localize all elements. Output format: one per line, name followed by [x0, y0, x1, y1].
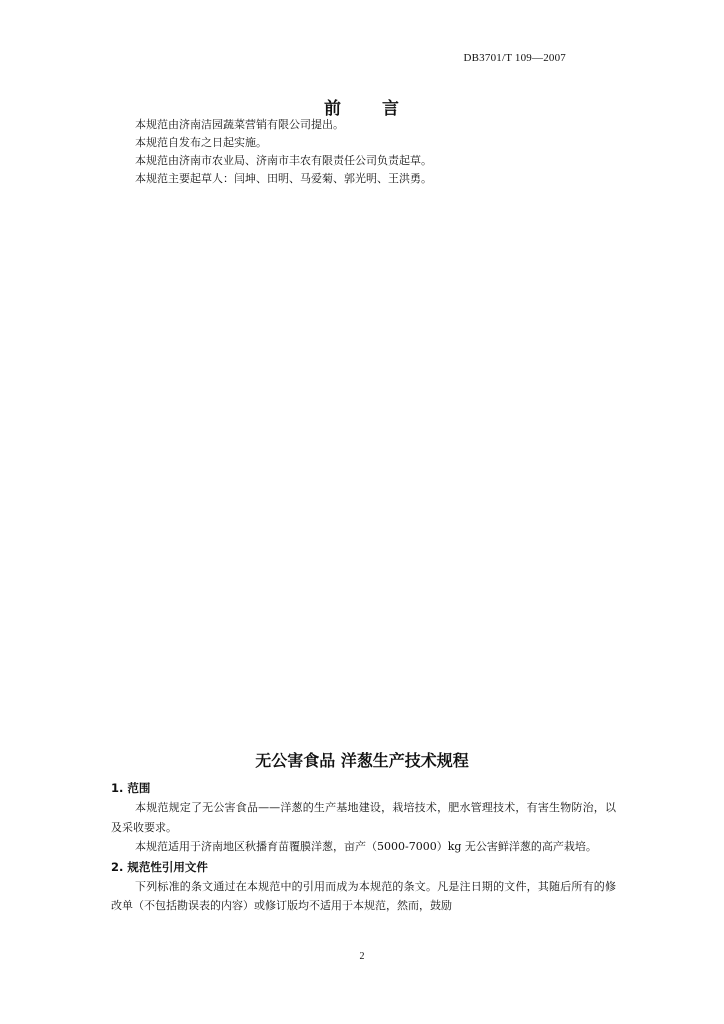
- section-heading: 1. 范围: [111, 781, 151, 795]
- foreword-title-part2: 言: [382, 99, 400, 119]
- page-number: 2: [359, 951, 365, 962]
- section-heading: 2. 规范性引用文件: [111, 859, 208, 874]
- foreword-line: 本规范由济南洁园蔬菜营销有限公司提出。: [135, 118, 344, 131]
- standard-code: DB3701/T 109—2007: [463, 52, 566, 64]
- paragraph: 本规范规定了无公害食品——洋葱的生产基地建设，栽培技术，肥水管理技术，有害生物防治，以及采收要求。: [111, 801, 616, 834]
- paragraph: 下列标准的条文通过在本规范中的引用而成为本规范的条文。凡是注日期的文件，其随后所有的修改单（不包括勘误表的内容）或修订版均不适用于本规范，然而，鼓励: [111, 879, 616, 912]
- foreword-body: [135, 116, 615, 188]
- paragraph: 本规范适用于济南地区秋播育苗覆膜洋葱，亩产（5000-7000）kg 无公害鲜洋葱的高产栽培。: [135, 840, 597, 853]
- document-title: 无公害食品 洋葱生产技术规程: [255, 751, 469, 770]
- foreword-line: 本规范由济南市农业局、济南市丰农有限责任公司负责起草。: [135, 154, 432, 167]
- section-scope: [111, 778, 616, 857]
- section-normative-references: [111, 857, 616, 916]
- document-body: [111, 778, 616, 916]
- foreword-line: 本规范自发布之日起实施。: [135, 136, 267, 149]
- foreword-title-part1: 前: [324, 99, 342, 119]
- foreword-line: 本规范主要起草人：闫坤、田明、马爱菊、郭光明、王洪勇。: [135, 172, 432, 185]
